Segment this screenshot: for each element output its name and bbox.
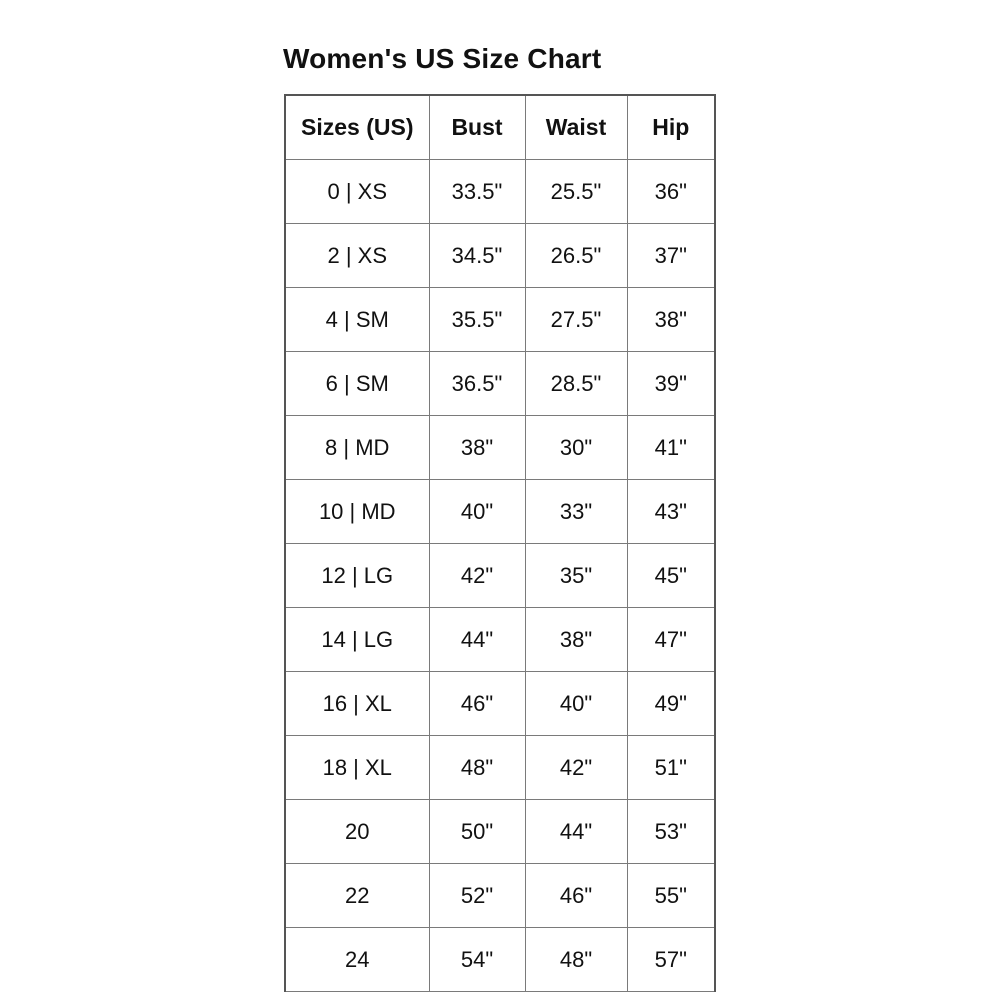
- size-cell: 2 | XS: [285, 224, 429, 288]
- bust-cell: 42": [429, 544, 525, 608]
- table-row: [285, 416, 715, 480]
- table-body: [285, 160, 715, 992]
- waist-cell: 33": [525, 480, 627, 544]
- hip-cell: 38": [627, 288, 715, 352]
- waist-cell: 27.5": [525, 288, 627, 352]
- table-row: [285, 864, 715, 928]
- table-row: [285, 672, 715, 736]
- table-row: [285, 480, 715, 544]
- bust-cell: 33.5": [429, 160, 525, 224]
- table-row: [285, 800, 715, 864]
- size-cell: 22: [285, 864, 429, 928]
- size-cell: 12 | LG: [285, 544, 429, 608]
- table-row: [285, 160, 715, 224]
- hip-cell: 57": [627, 928, 715, 992]
- bust-cell: 38": [429, 416, 525, 480]
- hip-cell: 37": [627, 224, 715, 288]
- waist-cell: 42": [525, 736, 627, 800]
- page-title: Women's US Size Chart: [283, 42, 602, 74]
- hip-cell: 41": [627, 416, 715, 480]
- bust-cell: 35.5": [429, 288, 525, 352]
- waist-cell: 26.5": [525, 224, 627, 288]
- size-cell: 10 | MD: [285, 480, 429, 544]
- waist-cell: 40": [525, 672, 627, 736]
- hip-cell: 49": [627, 672, 715, 736]
- hip-cell: 51": [627, 736, 715, 800]
- table-header-row: [285, 95, 715, 160]
- bust-cell: 36.5": [429, 352, 525, 416]
- header-waist: Waist: [525, 95, 627, 160]
- table-row: [285, 288, 715, 352]
- header-bust: Bust: [429, 95, 525, 160]
- size-cell: 0 | XS: [285, 160, 429, 224]
- table-row: [285, 224, 715, 288]
- size-cell: 20: [285, 800, 429, 864]
- header-sizes: Sizes (US): [285, 95, 429, 160]
- bust-cell: 50": [429, 800, 525, 864]
- waist-cell: 38": [525, 608, 627, 672]
- table-row: [285, 736, 715, 800]
- size-chart-table: [284, 94, 716, 992]
- size-cell: 4 | SM: [285, 288, 429, 352]
- hip-cell: 55": [627, 864, 715, 928]
- bust-cell: 46": [429, 672, 525, 736]
- bust-cell: 52": [429, 864, 525, 928]
- hip-cell: 53": [627, 800, 715, 864]
- hip-cell: 36": [627, 160, 715, 224]
- hip-cell: 39": [627, 352, 715, 416]
- size-cell: 16 | XL: [285, 672, 429, 736]
- bust-cell: 44": [429, 608, 525, 672]
- size-cell: 8 | MD: [285, 416, 429, 480]
- waist-cell: 28.5": [525, 352, 627, 416]
- bust-cell: 34.5": [429, 224, 525, 288]
- table-row: [285, 352, 715, 416]
- bust-cell: 40": [429, 480, 525, 544]
- size-cell: 14 | LG: [285, 608, 429, 672]
- size-cell: 18 | XL: [285, 736, 429, 800]
- waist-cell: 44": [525, 800, 627, 864]
- waist-cell: 48": [525, 928, 627, 992]
- hip-cell: 47": [627, 608, 715, 672]
- waist-cell: 30": [525, 416, 627, 480]
- bust-cell: 54": [429, 928, 525, 992]
- hip-cell: 43": [627, 480, 715, 544]
- table-row: [285, 928, 715, 992]
- size-cell: 24: [285, 928, 429, 992]
- table-row: [285, 544, 715, 608]
- hip-cell: 45": [627, 544, 715, 608]
- waist-cell: 35": [525, 544, 627, 608]
- waist-cell: 25.5": [525, 160, 627, 224]
- table-row: [285, 608, 715, 672]
- size-cell: 6 | SM: [285, 352, 429, 416]
- waist-cell: 46": [525, 864, 627, 928]
- header-hip: Hip: [627, 95, 715, 160]
- bust-cell: 48": [429, 736, 525, 800]
